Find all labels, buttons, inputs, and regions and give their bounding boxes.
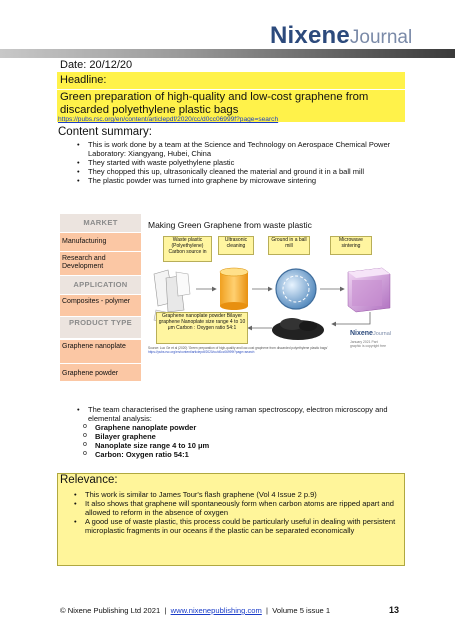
ball-mill-icon	[276, 269, 316, 309]
diagram-logo-light: Journal	[372, 331, 392, 337]
summary-item: • The plastic powder was turned into graphene by microwave sintering	[75, 176, 425, 185]
analysis-subitem: o Nanoplate size range 4 to 10 μm	[75, 441, 415, 450]
application-item: Composites - polymer	[60, 295, 141, 317]
masthead-bar	[0, 49, 455, 58]
graphene-powder-icon	[272, 318, 324, 340]
brand-bold: Nixene	[270, 22, 350, 49]
diagram-logo-sub: January 2021 Part graphic is copyright free	[350, 340, 386, 348]
step-microwave-sintering: Microwave sintering	[330, 236, 372, 255]
relevance-heading: Relevance:	[60, 474, 118, 486]
summary-item: • This is work done by a team at the Science and Technology on Aerospace Chemical Power Laboratory: Xiangyang, Hubei, China	[75, 140, 425, 158]
diagram-logo	[350, 322, 402, 348]
analysis-list	[75, 405, 415, 423]
relevance-item: • It also shows that graphene will spontaneously form when carbon atoms are ripped apart and allowed to reform in the absence of oxygen	[72, 499, 398, 517]
headline-label: Headline:	[60, 74, 107, 86]
market-label: MARKET	[60, 214, 141, 233]
page-footer	[60, 606, 330, 615]
diagram-logo-bold: Nixene	[350, 330, 373, 337]
footer-separator: |	[164, 606, 167, 615]
diagram-reference-link[interactable]: https://pubs.rsc.org/en/content/articlepdf/2020/cc/d0cc06999f?page=search	[148, 350, 255, 354]
product-item: Graphene nanoplate	[60, 340, 141, 364]
step-ball-mill: Ground in a ball mill	[268, 236, 310, 255]
relevance-list	[72, 490, 398, 535]
brand-light: Journal	[349, 27, 413, 48]
ultrasonic-bath-icon	[220, 268, 248, 310]
analysis-bullet: • The team characterised the graphene using raman spectroscopy, electron microscopy and elemental analysis:	[75, 405, 415, 423]
product-description-box: Graphene nanoplate powder Bilayer graphene Nanoplate size range 4 to 10 μm Carbon : Oxygen ratio 54:1	[156, 312, 248, 344]
footer-separator: |	[266, 606, 269, 615]
step-ultrasonic-cleaning: Ultrasonic cleaning	[218, 236, 254, 255]
footer-copyright: © Nixene Publishing Ltd 2021	[60, 606, 161, 615]
headline-text: Green preparation of high-quality and low-cost graphene from discarded polyethylene plastic bags	[60, 91, 369, 116]
analysis-subitem: o Carbon: Oxygen ratio 54:1	[75, 450, 415, 459]
analysis-subitem: o Bilayer graphene	[75, 432, 415, 441]
product-type-label: PRODUCT TYPE	[60, 317, 141, 339]
category-sidebar	[60, 214, 141, 382]
analysis-subitem: o Graphene nanoplate powder	[75, 423, 415, 432]
page-number: 13	[389, 605, 400, 615]
relevance-item: • A good use of waste plastic, this process could be particularly useful in dealing with persistent microplastic fragments in our oceans if the plastic can be separated economically	[72, 517, 398, 535]
summary-item: • They started with waste polyethylene plastic	[75, 158, 425, 167]
relevance-item: • This work is similar to James Tour's flash graphene (Vol 4 Issue 2 p.9)	[72, 490, 398, 499]
diagram-title: Making Green Graphene from waste plastic	[148, 220, 312, 230]
product-item: Graphene powder	[60, 364, 141, 382]
summary-heading: Content summary:	[58, 126, 152, 138]
summary-item: • They chopped this up, ultrasonically cleaned the material and ground it in a ball mill	[75, 167, 425, 176]
summary-list	[75, 140, 425, 185]
masthead-logo	[270, 22, 413, 52]
diagram-reference: Source: Luo Ge et al (2020) 'Green preparation of high-quality and low-cost graphene from discarded polyethylene plastic bags'	[148, 346, 328, 350]
analysis-sublist	[75, 423, 415, 459]
microwave-oven-icon	[348, 268, 390, 312]
market-item: Research and Development	[60, 252, 141, 276]
market-item: Manufacturing	[60, 233, 141, 252]
application-label: APPLICATION	[60, 276, 141, 295]
footer-website-link[interactable]: www.nixenepublishing.com	[170, 606, 262, 615]
headline-link[interactable]: https://pubs.rsc.org/en/content/articlepdf/2020/cc/d0cc06999f?page=search	[58, 116, 279, 123]
footer-issue: Volume 5 issue 1	[272, 606, 331, 615]
headline-label-box	[57, 72, 405, 89]
step-waste-plastic: Waste plastic (Polyethylene) Carbon source in	[163, 236, 212, 262]
analysis-section	[75, 405, 415, 459]
article-date: Date: 20/12/20	[60, 59, 133, 71]
